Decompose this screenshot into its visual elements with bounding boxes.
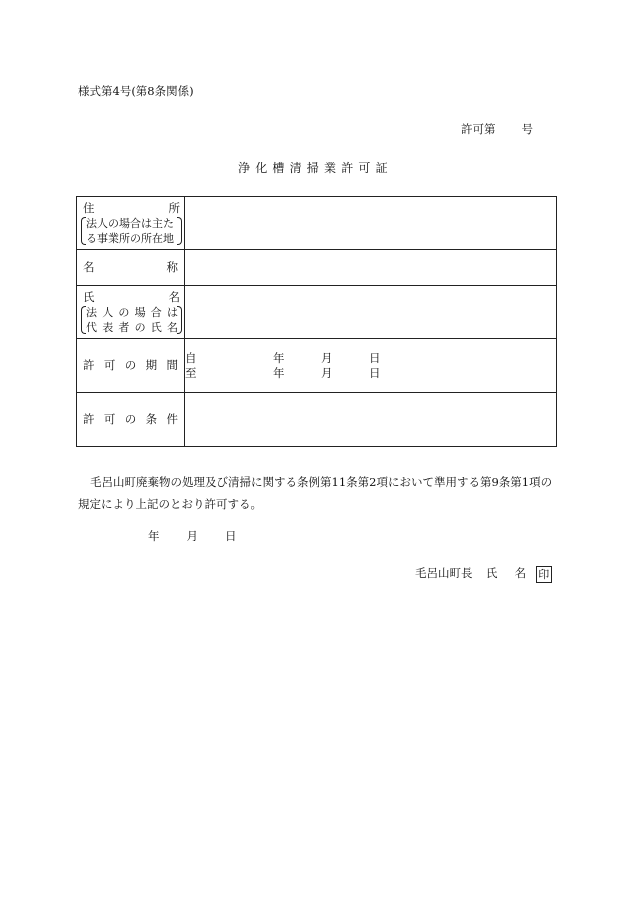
person-note-char: 場	[134, 305, 146, 319]
period-from-prefix: 自	[185, 350, 197, 365]
address-value-cell[interactable]	[185, 197, 557, 250]
person-note-char: 法	[86, 305, 97, 319]
name-value-cell[interactable]	[185, 250, 557, 286]
person-note-char: 代	[86, 320, 97, 334]
permit-number	[461, 121, 533, 137]
issue-month: 月	[186, 529, 198, 543]
person-value-cell[interactable]	[185, 286, 557, 339]
form-reference: 様式第4号(第8条関係)	[78, 84, 194, 98]
body-paragraph	[78, 471, 558, 515]
address-note-line2: る事業所の所在地	[86, 231, 174, 245]
conditions-label-char: の	[124, 412, 137, 426]
period-from-year: 年	[273, 350, 285, 365]
period-value-cell[interactable]	[185, 339, 557, 393]
document-title: 浄化槽清掃業許可証	[238, 161, 393, 175]
person-note	[83, 305, 180, 335]
period-label-char: の	[124, 358, 137, 372]
name-label-2: 名	[514, 566, 527, 580]
person-note-char: の	[134, 320, 146, 334]
person-note-char: 人	[102, 305, 114, 319]
table-row-name	[77, 250, 557, 286]
conditions-label-char: 許	[83, 412, 95, 426]
body-text: 毛呂山町廃棄物の処理及び清掃に関する条例第11条第2項において準用する第9条第1項の規定により上記のとおり許可する。	[78, 475, 553, 511]
person-note-char: は	[166, 305, 178, 319]
period-from-line	[185, 351, 556, 366]
permit-number-prefix: 許可第	[461, 122, 496, 136]
conditions-label-char: 件	[166, 412, 178, 426]
table-row-conditions	[77, 393, 557, 447]
permit-table	[76, 196, 557, 447]
name-label-cell	[77, 250, 185, 286]
address-note-line1: 法人の場合は主た	[86, 216, 174, 230]
period-to-day: 日	[369, 365, 381, 380]
person-label-right: 名	[168, 289, 180, 304]
mayor-signature	[415, 565, 552, 583]
name-label-left: 名	[83, 260, 95, 274]
issue-year: 年	[148, 529, 160, 543]
period-to-month: 月	[321, 365, 333, 380]
person-note-char: 者	[118, 320, 130, 334]
period-from-month: 月	[321, 350, 333, 365]
conditions-label-char: 条	[145, 412, 158, 426]
issue-date	[148, 528, 237, 544]
name-label-right: 称	[166, 260, 178, 274]
address-label-right: 所	[168, 200, 180, 215]
seal-mark: 印	[536, 566, 552, 583]
period-label-char: 期	[145, 358, 158, 372]
period-label-char: 可	[103, 358, 116, 372]
person-label-cell	[77, 286, 185, 339]
name-label-1: 氏	[485, 566, 498, 580]
conditions-value-cell[interactable]	[185, 393, 557, 447]
period-to-line	[185, 366, 556, 381]
table-row-period	[77, 339, 557, 393]
period-label-char: 間	[166, 358, 178, 372]
person-note-char: 氏	[150, 320, 162, 334]
table-row-person	[77, 286, 557, 339]
mayor-title: 毛呂山町長	[415, 566, 473, 580]
permit-number-suffix: 号	[521, 122, 533, 136]
conditions-label-char: 可	[103, 412, 116, 426]
person-note-char: 表	[102, 320, 114, 334]
person-note-char: の	[118, 305, 130, 319]
person-note-char: 名	[166, 320, 178, 334]
person-note-char: 合	[150, 305, 162, 319]
period-from-day: 日	[369, 350, 381, 365]
period-label-char: 許	[83, 358, 95, 372]
person-label-left: 氏	[83, 289, 95, 304]
address-label-cell	[77, 197, 185, 250]
issue-day: 日	[225, 529, 237, 543]
period-label-cell	[77, 339, 185, 393]
table-row-address	[77, 197, 557, 250]
conditions-label-cell	[77, 393, 185, 447]
period-to-prefix: 至	[185, 365, 197, 380]
address-note	[83, 216, 180, 246]
address-label-left: 住	[83, 200, 95, 215]
period-to-year: 年	[273, 365, 285, 380]
